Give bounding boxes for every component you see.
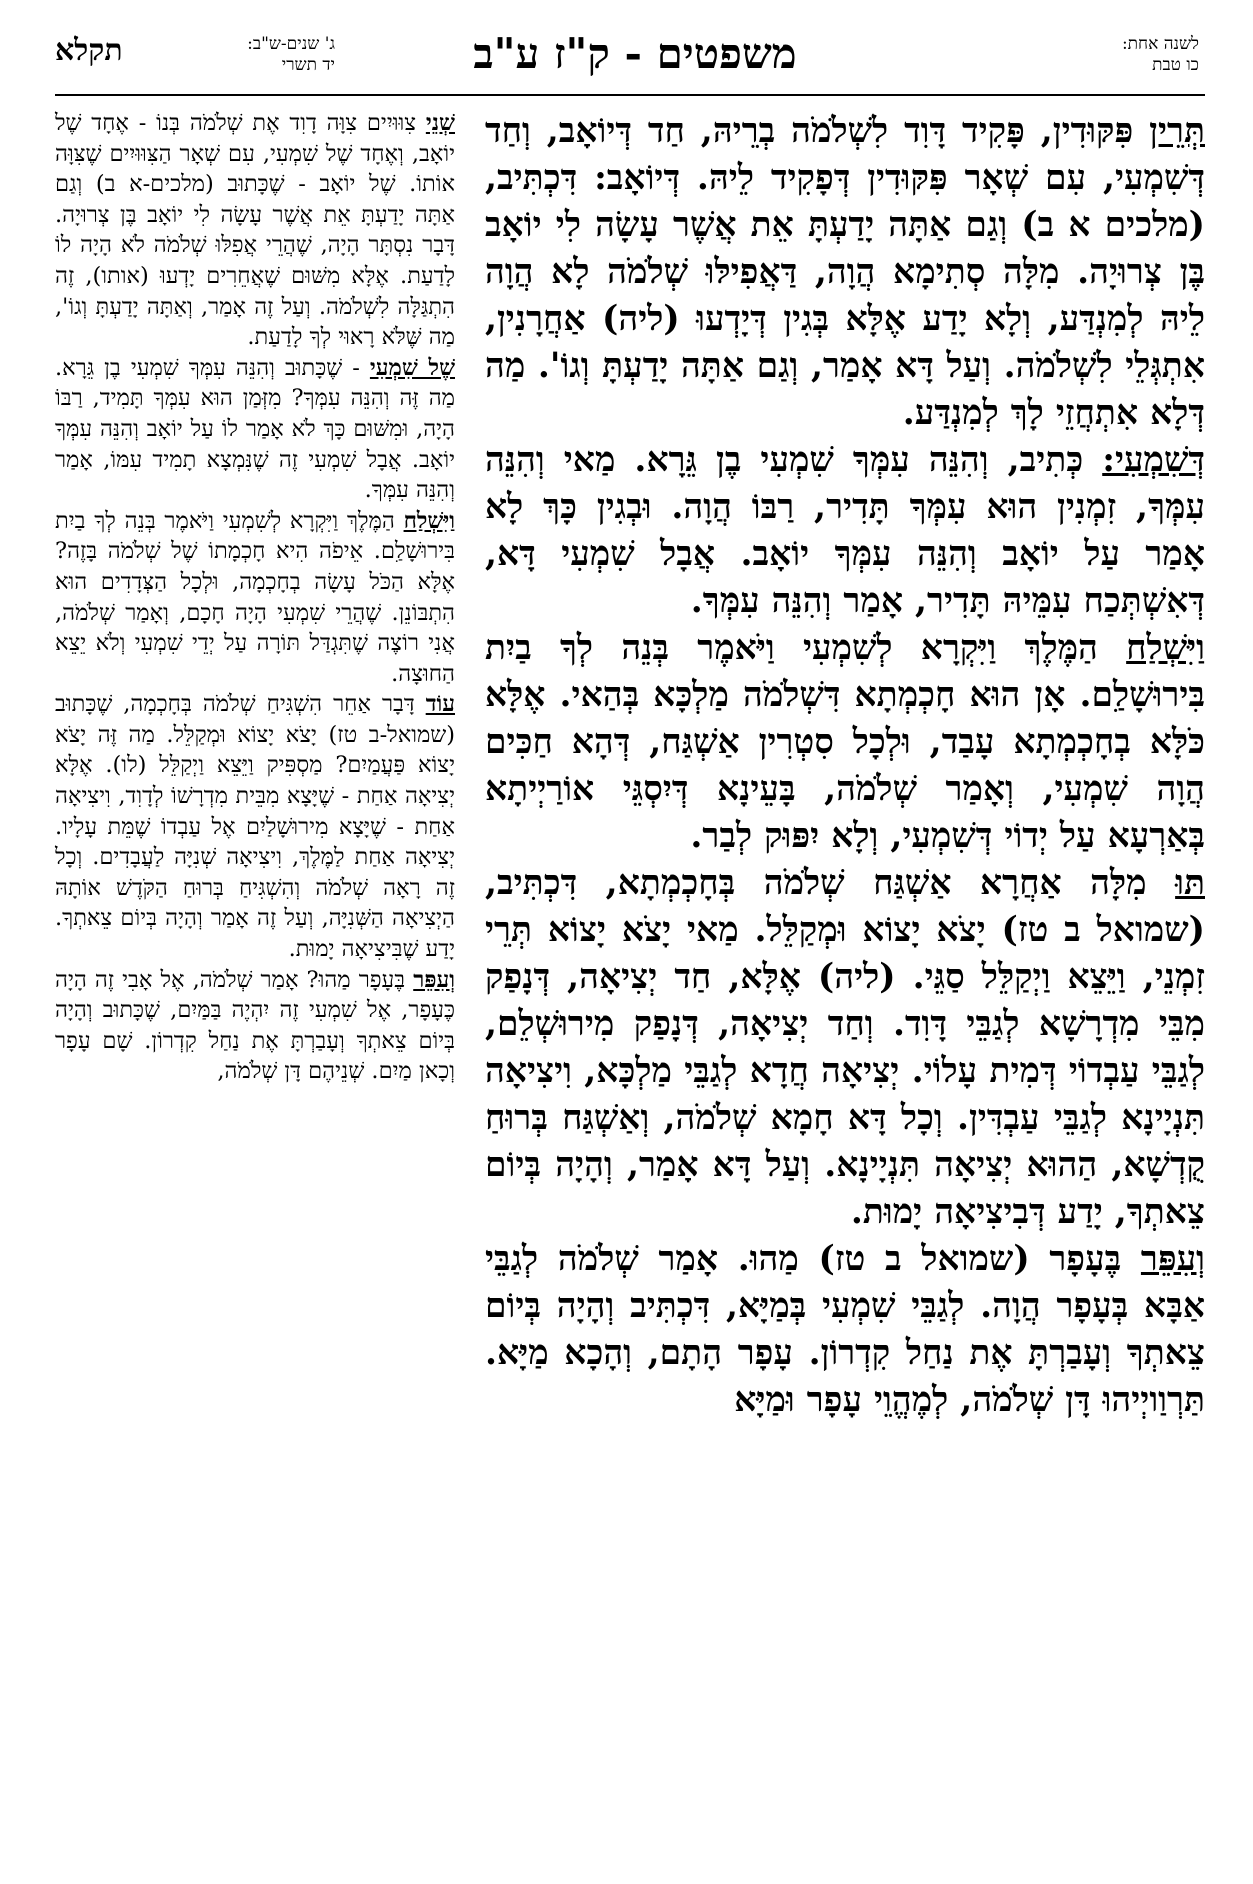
- paragraph-lead-word: עוֹד: [425, 691, 455, 718]
- main-paragraph: [485, 860, 1205, 1236]
- paragraph-text: הַמֶּלֶךְ וַיִּקְרָא לְשִׁמְעִי וַיֹּאמֶר בְּנֵה לְךָ בַיִת בִּירוּשָׁלִַם. אָן הוּא חָכְמְתָא דִּשְׁלֹמֹה מַלְכָּא בְּהַאי. אֶלָּא כֹּלָּא בְחָכְמְתָא עָבַד, וּלְכָל סִטְרִין אַשְׁגַּח, דְּהָא חַכִּים הֲוָה שִׁמְעִי, וְאָמַר שְׁלֹמֹה, בָּעֵינָא דְּיִסְגֵּי אוֹרַיְיתָא בְּאַרְעָא עַל יְדוֹי דְּשִׁמְעִי, וְלָא יִפּוּק לְבַר.: [485, 628, 1205, 856]
- paragraph-lead-word: דְּשִׁמְעִי:: [1102, 440, 1205, 480]
- main-paragraph: [485, 437, 1205, 625]
- paragraph-lead-word: תְּרֵין: [1149, 111, 1205, 151]
- paragraph-lead-word: וַיִּשְׁלַח: [403, 507, 455, 534]
- paragraph-text: דָּבָר אַחֵר הִשְׁגִּיחַ שְׁלֹמֹה בְּחָכְמָה, שֶׁכָּתוּב (שמואל-ב טז) יָצֹא יָצוֹא וּמְקַלֵּל. מַה זֶּה יָצֹא יָצוֹא פַּעֲמַיִם? מַסְפִּיק וַיֵּצֵא וַיְקַלֵּל (לו). אֶלָּא יְצִיאָה אַחַת - שֶׁיָּצָא מִבֵּית מִדְרָשׁוֹ לְדָוִד, וִיצִיאָה אַחַת - שֶׁיָּצָא מִירוּשָׁלַיִם אֶל עַבְדוֹ שֶׁמֵּת עָלָיו. יְצִיאָה אַחַת לַמֶּלֶךְ, וִיצִיאָה שְׁנִיָּה לַעֲבָדִים. וְכָל זֶה רָאָה שְׁלֹמֹה וְהִשְׁגִּיחַ בְּרוּחַ הַקֹּדֶשׁ אוֹתָהּ הַיְצִיאָה הַשְּׁנִיָּה, וְעַל זֶה אָמַר וְהָיָה בְּיוֹם צֵאתְךָ. יָדַע שֶׁבִּיצִיאָה יָמוּת.: [55, 691, 455, 963]
- translation-paragraph: [55, 108, 455, 353]
- paragraph-lead-word: וַיִּשְׁלַח: [1126, 628, 1205, 668]
- header-one-year-date: כו טבת: [1152, 55, 1199, 75]
- paragraph-text: בֶּעָפָר (שמואל ב טז) מַהוּ. אָמַר שְׁלֹמֹה לְגַבֵּי אַבָּא בְּעָפָר הֲוָה. לְגַבֵּי שִׁמְעִי בְּמַיָּא, דִּכְתִּיב וְהָיָה בְּיוֹם צֵאתְךָ וְעָבַרְתָּ אֶת נַחַל קִדְרוֹן. עָפָר הָתָם, וְהָכָא מַיָּא. תַּרְוַויְיהוּ דָּן שְׁלֹמֹה, לְמֶהֱוֵי עָפָר וּמַיָּא: [485, 1239, 1205, 1420]
- header-one-year-label: לשנה אחת:: [1121, 34, 1199, 54]
- translation-column: [55, 108, 455, 1087]
- header-three-years-label: ג' שנים-ש"ב:: [247, 34, 335, 54]
- header-three-years-date: יד תשרי: [281, 55, 335, 75]
- page-title: משפטים - ק"ז ע"ב: [473, 29, 797, 78]
- main-paragraph: [485, 625, 1205, 860]
- paragraph-text: הַמֶּלֶךְ וַיִּקְרָא לְשִׁמְעִי וַיֹּאמֶר בְּנֵה לְךָ בַיִת בִּירוּשָׁלִַם. אֵיפֹה הִיא חָכְמָתוֹ שֶׁל שְׁלֹמֹה בָּזֶה? אֶלָּא הַכֹּל עָשָׂה בְחָכְמָה, וּלְכָל הַצְּדָדִים הוּא הִתְבּוֹנֵן. שֶׁהֲרֵי שִׁמְעִי הָיָה חָכָם, וְאָמַר שְׁלֹמֹה, אֲנִי רוֹצֶה שֶׁתִּגְדַּל תּוֹרָה עַל יְדֵי שִׁמְעִי וְלֹא יֵצֵא הַחוּצָה.: [55, 507, 455, 687]
- page-number: תקלא: [55, 33, 123, 68]
- paragraph-text: פִּקּוּדִין, פָּקִיד דָּוִד לִשְׁלֹמֹה בְרֵיהּ, חַד דְּיוֹאָב, וְחַד דְּשִׁמְעִי, עִם שְׁאָר פִּקּוּדִין דְּפָקִיד לֵיהּ. דְּיוֹאָב: דִּכְתִּיב, (מלכים א ב) וְגַם אַתָּה יָדַעְתָּ אֵת אֲשֶׁר עָשָׂה לִי יוֹאָב בֶּן צְרוּיָה. מִלָּה סְתִימָא הֲוָה, דַּאֲפִילּוּ שְׁלֹמֹה לָא הֲוָה לֵיהּ לְמִנְדַּע, וְלָא יָדַע אֶלָּא בְּגִין דְּיָדְעוּ (ליה) אַחֲרָנִין, אִתְגְּלֵי לִשְׁלֹמֹה. וְעַל דָּא אָמַר, וְגַם אַתָּה יָדַעְתָּ וְגוֹ'. מַה דְּלָא אִתְחֲזֵי לָךְ לְמִנְדַּע.: [485, 111, 1205, 433]
- paragraph-lead-word: וְעִפֵּר: [413, 966, 455, 993]
- translation-paragraph: [55, 506, 455, 690]
- page-header: [55, 18, 1205, 98]
- paragraph-text: כְּתִיב, וְהִנֵּה עִמְּךָ שִׁמְעִי בֶן גֵּרָא. מַאי וְהִנֵּה עִמְּךָ, זִמְנִין הוּא עִמְּךָ תָּדִיר, רַבּוֹ הֲוָה. וּבְגִין כָּךְ לָא אָמַר עַל יוֹאָב וְהִנֵּה עִמְּךָ יוֹאָב. אֲבָל שִׁמְעִי דָּא, דְּאִשְׁתְּכַח עִמֵּיהּ תָּדִיר, אָמַר וְהִנֵּה עִמְּךָ.: [485, 440, 1205, 621]
- paragraph-lead-word: שְׁנֵי: [425, 110, 455, 136]
- translation-paragraph: [55, 353, 455, 506]
- header-schedule-three-years: [165, 34, 335, 76]
- paragraph-lead-word: וְעִפֵּר: [1140, 1239, 1205, 1279]
- translation-paragraph: [55, 689, 455, 964]
- paragraph-text: בֶּעָפָר מַהוּ? אָמַר שְׁלֹמֹה, אֶל אָבִי זֶה הָיָה כֶּעָפָר, אֶל שִׁמְעִי זֶה יִהְיֶה בַּמַּיִם, שֶׁכָּתוּב וְהָיָה בְּיוֹם צֵאתְךָ וְעָבַרְתָּ אֶת נַחַל קִדְרוֹן. שָׁם עָפָר וְכָאן מַיִם. שְׁנֵיהֶם דָּן שְׁלֹמֹה,: [55, 966, 455, 1085]
- paragraph-lead-word: תּוּ: [1175, 863, 1205, 903]
- header-schedule-one-year: [999, 34, 1199, 76]
- header-divider: [55, 94, 1205, 96]
- main-paragraph: [485, 108, 1205, 437]
- main-paragraph: [485, 1236, 1205, 1424]
- paragraph-text: - שֶׁכָּתוּב וְהִנֵּה עִמְּךָ שִׁמְעִי בֶן גֵּרָא. מַה זֶּה וְהִנֵּה עִמְּךָ? מִזְּמַן הוּא עִמְּךָ תָּמִיד, רַבּוֹ הָיָה, וּמִשּׁוּם כָּךְ לֹא אָמַר לוֹ עַל יוֹאָב וְהִנֵּה עִמְּךָ יוֹאָב. אֲבָל שִׁמְעִי זֶה שֶׁנִּמְצָא תָמִיד עִמּוֹ, אָמַר וְהִנֵּה עִמְּךָ.: [55, 354, 455, 504]
- main-text-column: [485, 108, 1205, 1424]
- paragraph-text: צִוּוּיִים צִוָּה דָוִד אֶת שְׁלֹמֹה בְּנוֹ - אֶחָד שֶׁל יוֹאָב, וְאֶחָד שֶׁל שִׁמְעִי, עִם שְׁאָר הַצִּוּוּיִים שֶׁצִּוָּה אוֹתוֹ. שֶׁל יוֹאָב - שֶׁכָּתוּב (מלכים-א ב) וְגַם אַתָּה יָדַעְתָּ אֵת אֲשֶׁר עָשָׂה לִי יוֹאָב בֶּן צְרוּיָה. דָּבָר נִסְתָּר הָיָה, שֶׁהֲרֵי אֲפִלּוּ שְׁלֹמֹה לֹא הָיָה לוֹ לָדַעַת. אֶלָּא מִשּׁוּם שֶׁאֲחֵרִים יָדְעוּ (אותו), זֶה הִתְגַּלָּה לִשְׁלֹמֹה. וְעַל זֶה אָמַר, וְאַתָּה יָדַעְתָּ וְגוֹ', מַה שֶּׁלֹּא רָאוּי לְךָ לָדַעַת.: [55, 110, 455, 351]
- paragraph-lead-word: שֶׁל שִׁמְעִי: [369, 354, 455, 381]
- document-page: [55, 18, 1205, 1868]
- paragraph-text: מִלָּה אַחֲרָא אַשְׁגַּח שְׁלֹמֹה בְּחָכְמְתָא, דִּכְתִּיב, (שמואל ב טז) יָצֹא יָצוֹא וּמְקַלֵּל. מַאי יָצֹא יָצוֹא תְּרֵי זִמְנֵי, וַיֵּצֵא וַיְקַלֵּל סַגֵּי. (ליה) אֶלָּא, חַד יְצִיאָה, דְּנָפַק מִבֵּי מִדְרָשָׁא לְגַבֵּי דָּוִד. וְחַד יְצִיאָה, דְּנָפַק מִירוּשְׁלֵם, לְגַבֵּי עַבְדוֹי דְּמִית עָלוֹי. יְצִיאָה חֲדָא לְגַבֵּי מַלְכָּא, וִיצִיאָה תִּנְיָינָא לְגַבֵּי עַבְדִּין. וְכָל דָּא חָמָא שְׁלֹמֹה, וְאַשְׁגַּח בְּרוּחַ קֻדְשָׁא, הַהוּא יְצִיאָה תִּנְיָינָא. וְעַל דָּא אָמַר, וְהָיָה בְּיוֹם צֵאתְךָ, יָדַע דְּבִיצִיאָה יָמוּת.: [485, 863, 1205, 1232]
- translation-paragraph: [55, 965, 455, 1087]
